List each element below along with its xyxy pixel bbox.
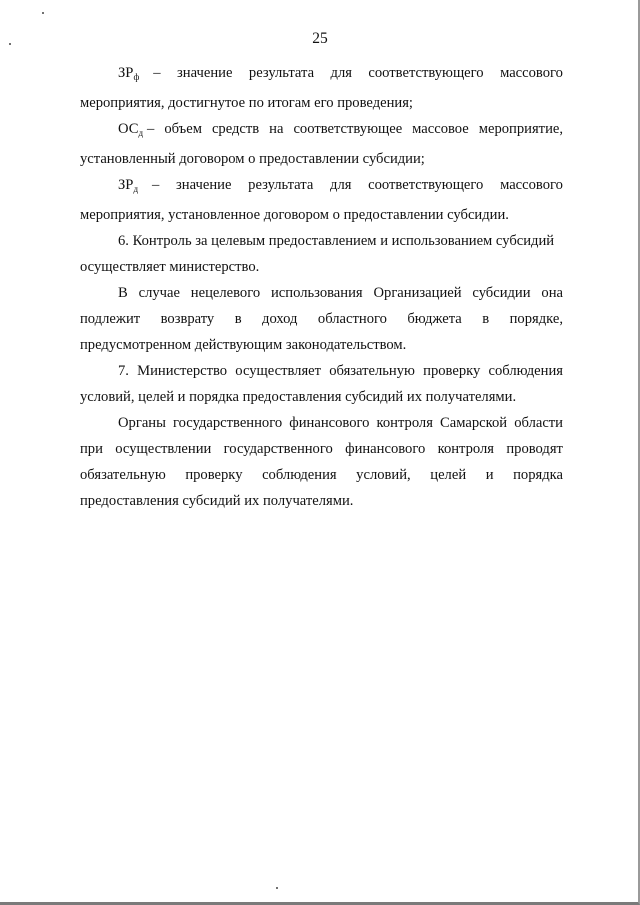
word: массового	[500, 177, 563, 193]
word: проводят	[506, 441, 563, 457]
definition-continuation: мероприятия, установленное договором о предоставлении субсидии.	[80, 207, 509, 223]
word: в	[234, 311, 242, 327]
definition-text	[152, 172, 563, 198]
word: массовое	[412, 121, 469, 137]
word: средств	[211, 121, 260, 137]
word: государственного	[223, 441, 333, 457]
document-body	[80, 60, 563, 514]
word: подлежит	[80, 311, 141, 327]
word: проверку	[185, 467, 243, 483]
definition-zr-d	[80, 172, 563, 228]
formula-symbol: $ЗР_д$	[118, 177, 139, 194]
paragraph-control	[80, 228, 563, 280]
word: обязательную	[80, 467, 166, 483]
word: осуществлении	[115, 441, 212, 457]
paragraph-line: условий, целей и порядка предоставления субсидий их получателями.	[80, 389, 517, 405]
paragraph-line	[80, 436, 563, 462]
word: возврату	[160, 311, 215, 327]
word: объем	[164, 121, 202, 137]
paragraph-line	[80, 306, 563, 332]
definition-os-d	[80, 116, 563, 172]
paragraph-line: предоставления субсидий их получателями.	[80, 493, 354, 509]
word: целей	[430, 467, 467, 483]
word: соответствующего	[368, 177, 484, 193]
formula-symbol: $ОС_д$	[118, 121, 144, 138]
word: порядке,	[509, 311, 563, 327]
word: –	[152, 177, 160, 193]
word: на	[269, 121, 284, 137]
word: финансового	[345, 441, 426, 457]
paragraph-line: 6. Контроль за целевым предоставлением и использованием субсидий	[118, 233, 555, 249]
word: условий,	[356, 467, 411, 483]
word: результата	[248, 177, 314, 193]
paragraph-line: Органы государственного финансового контроля Самарской области	[118, 415, 563, 431]
word: для	[330, 65, 352, 81]
definition-text	[153, 60, 563, 86]
word: в	[482, 311, 490, 327]
word: результата	[248, 65, 315, 81]
word: областного	[317, 311, 387, 327]
scan-artifact-dot	[42, 12, 44, 14]
word: контроля	[437, 441, 495, 457]
word: соответствующего	[368, 65, 484, 81]
word: порядка	[513, 467, 563, 483]
word: –	[153, 65, 161, 81]
paragraph-line	[80, 462, 563, 488]
word: соответствующее	[293, 121, 403, 137]
scan-artifact-dot	[276, 887, 278, 889]
word: значение	[177, 65, 233, 81]
paragraph-line: предусмотренном действующим законодательством.	[80, 337, 407, 353]
definition-continuation: установленный договором о предоставлении субсидии;	[80, 151, 425, 167]
paragraph-misuse	[80, 280, 563, 358]
word: при	[80, 441, 103, 457]
word: массового	[500, 65, 563, 81]
definition-line	[80, 116, 563, 146]
paragraph-line: 7. Министерство осуществляет обязательную проверку соблюдения	[118, 363, 563, 379]
paragraph-verification	[80, 358, 563, 410]
definition-line	[80, 60, 563, 90]
word: мероприятие,	[478, 121, 563, 137]
paragraph-financial-control	[80, 410, 563, 514]
word: и	[485, 467, 494, 483]
page-number: 25	[312, 30, 328, 47]
word: значение	[176, 177, 232, 193]
word: доход	[262, 311, 298, 327]
formula-symbol: $ЗР_ф$	[118, 65, 140, 82]
definition-text	[147, 116, 563, 142]
paragraph-line: осуществляет министерство.	[80, 259, 260, 275]
word: для	[330, 177, 352, 193]
definition-continuation: мероприятия, достигнутое по итогам его проведения;	[80, 95, 413, 111]
word: бюджета	[407, 311, 462, 327]
paragraph-line: В случае нецелевого использования Организацией субсидии она	[118, 285, 563, 301]
definition-line	[80, 172, 563, 202]
word: соблюдения	[262, 467, 337, 483]
word: –	[147, 121, 155, 137]
definition-zr-f	[80, 60, 563, 116]
